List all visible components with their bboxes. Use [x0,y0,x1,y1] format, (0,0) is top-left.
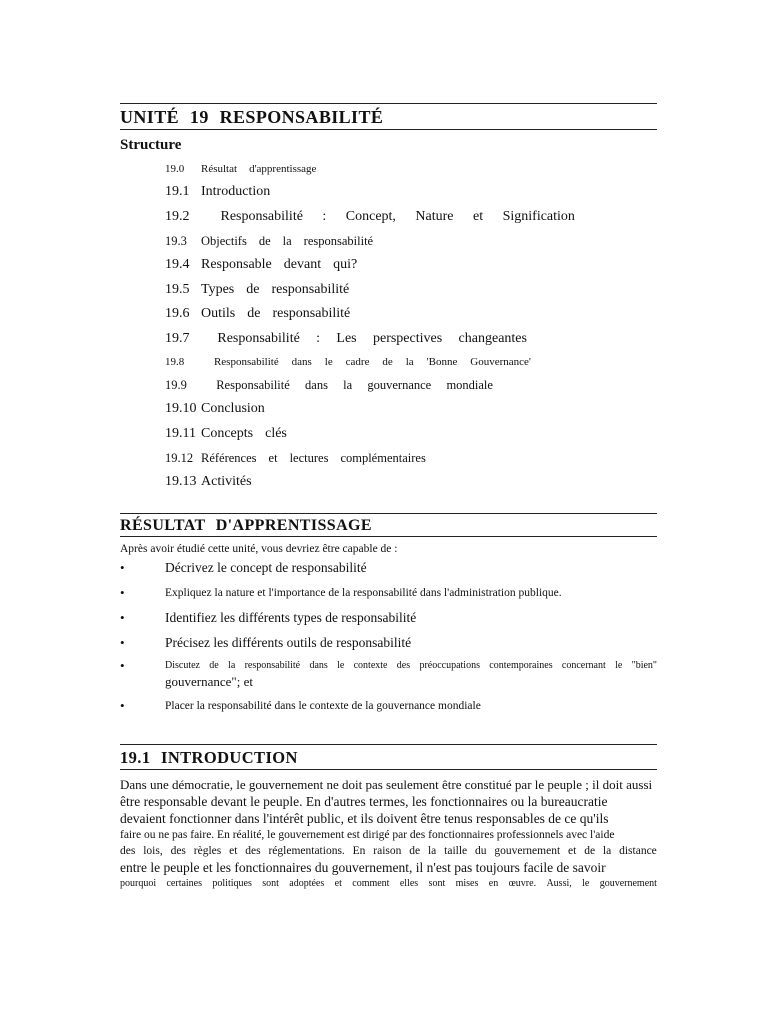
toc-word: responsabilité [272,306,351,321]
toc-number: 19.0 [165,163,185,175]
outcome-item [120,659,657,691]
toc-word: clés [265,425,287,441]
toc-number: 19.1 [165,184,190,199]
toc-word: Introduction [201,184,271,199]
toc-item[interactable] [165,229,657,253]
toc-word: Activités [201,474,252,489]
toc-word: Nature [415,208,454,224]
toc-word: Concept, [345,208,396,224]
toc-word: perspectives [372,330,443,346]
toc-number: 19.10 [165,401,197,416]
toc-number: 19.7 [165,330,190,346]
outcomes-heading: RÉSULTAT D'APPRENTISSAGE [120,516,372,534]
paragraph-line: faire ou ne pas faire. En réalité, le gouvernement est dirigé par des fonctionnaires professionnels avec l'aide [120,828,615,841]
toc-item[interactable] [165,327,527,352]
outcome-item [120,584,657,602]
toc-number: 19.2 [165,208,190,224]
toc-word: dans [291,356,312,368]
toc-item[interactable] [165,302,657,327]
paragraph-line: devaient fonctionner dans l'intérêt public, et ils doivent être tenus responsables de ce qu'ils [120,810,609,826]
outcome-item [120,559,657,577]
outcome-item [120,634,657,652]
toc-number: 19.12 [165,451,194,465]
outcomes-rule-bottom [120,536,657,537]
outcome-item [120,609,657,627]
toc-number: 19.13 [165,474,197,489]
toc-word: responsabilité [303,234,374,248]
toc-word: de [258,234,271,248]
bullet-icon: • [120,609,125,625]
toc-item[interactable] [165,470,657,495]
structure-label: Structure [120,137,182,153]
intro-rule-bottom [120,769,657,770]
toc-word: et [473,208,484,224]
paragraph-line: pourquoi certaines politiques sont adoptées et comment elles sont mises en œuvre. Aussi, le gouvernement [120,877,657,889]
paragraph-line: être responsable devant le peuple. En d'autres termes, les fonctionnaires ou la bureaucratie [120,793,608,809]
toc-word: Références [201,451,257,465]
outcome-text: Identifiez les différents types de responsabilité [165,609,417,625]
toc-word: Responsabilité [217,330,300,346]
toc-item[interactable] [165,180,657,205]
intro-heading: 19.1 INTRODUCTION [120,747,298,767]
toc-word: cadre [345,356,370,368]
toc-item[interactable] [165,397,657,422]
toc-word: Outils [201,306,236,321]
toc-number: 19.11 [165,425,196,441]
toc-item[interactable] [165,205,575,230]
toc-word: : [322,208,327,224]
toc-word: lectures [289,451,329,465]
bullet-icon: • [120,584,125,600]
toc-word: dans [305,378,328,392]
intro-paragraph [120,776,657,892]
toc-item[interactable] [165,158,657,180]
toc-word: le [324,356,333,368]
toc-word: qui? [333,257,358,272]
toc-word: Responsable [201,257,272,272]
paragraph-line: entre le peuple et les fonctionnaires du gouvernement, il n'est pas toujours facile de savoir [120,859,606,875]
toc-item[interactable] [165,373,493,397]
toc-word: d'apprentissage [249,163,317,175]
toc-item[interactable] [165,446,657,470]
toc-number: 19.4 [165,257,190,272]
outcome-text: Placer la responsabilité dans le contexte de la gouvernance mondiale [165,699,481,712]
toc-word: Responsabilité [220,208,303,224]
outcome-text-continuation: gouvernance"; et [165,673,253,689]
toc-word: gouvernance [367,378,432,392]
toc-word: Conclusion [201,401,265,416]
toc-word: Concepts [201,425,254,441]
toc-word: la [405,356,414,368]
toc-word: complémentaires [340,451,426,465]
toc-word: Signification [502,208,575,224]
outcome-text: Expliquez la nature et l'importance de la responsabilité dans l'administration publique. [165,586,562,599]
paragraph-line: Dans une démocratie, le gouvernement ne doit pas seulement être constitué par le peuple ; il doit aussi [120,776,653,792]
outcomes-lead: Après avoir étudié cette unité, vous devriez être capable de : [120,542,398,555]
paragraph-line: des lois, des règles et des réglementations. En raison de la taille du gouvernement et de la distance [120,844,657,857]
toc-number: 19.6 [165,306,190,321]
toc-word: la [343,378,353,392]
toc-word: Responsabilité [213,356,279,368]
toc-number: 19.9 [165,378,187,392]
toc-number: 19.3 [165,234,187,248]
outcome-text: Précisez les différents outils de responsabilité [165,634,412,650]
toc-word: de [382,356,393,368]
toc-word: mondiale [446,378,493,392]
toc-item[interactable] [165,253,657,278]
toc-word: Objectifs [201,234,247,248]
toc-word: Résultat [201,163,238,175]
toc-word: changeantes [458,330,527,346]
toc-item[interactable] [165,422,657,447]
toc-word: 'Bonne [426,356,458,368]
toc-word: Types [201,281,235,297]
toc-word: Responsabilité [216,378,290,392]
document-page [120,103,657,892]
bullet-icon: • [120,634,125,650]
toc-word: de [247,306,261,321]
outcomes-list [120,559,657,715]
toc-word: Gouvernance' [470,356,531,368]
toc-word: de [246,281,260,297]
outcome-item [120,697,657,715]
toc-word: devant [283,257,322,272]
unit-title: UNITÉ 19 RESPONSABILITÉ [120,107,384,127]
bullet-icon: • [120,697,125,713]
outcome-text: Discutez de la responsabilité dans le contexte des préoccupations contemporaines concernant le "bien" [165,659,657,671]
toc-word: la [282,234,292,248]
table-of-contents [165,158,657,495]
toc-word: et [268,451,278,465]
toc-item[interactable] [165,351,531,373]
outcome-text: Décrivez le concept de responsabilité [165,559,367,575]
heading-rule-bottom [120,129,657,130]
bullet-icon: • [120,657,125,673]
toc-item[interactable] [165,278,657,303]
toc-number: 19.5 [165,281,190,297]
toc-word: responsabilité [271,281,350,297]
toc-word: : [316,330,321,346]
toc-word: Les [336,330,357,346]
toc-number: 19.8 [165,356,185,368]
bullet-icon: • [120,559,125,575]
